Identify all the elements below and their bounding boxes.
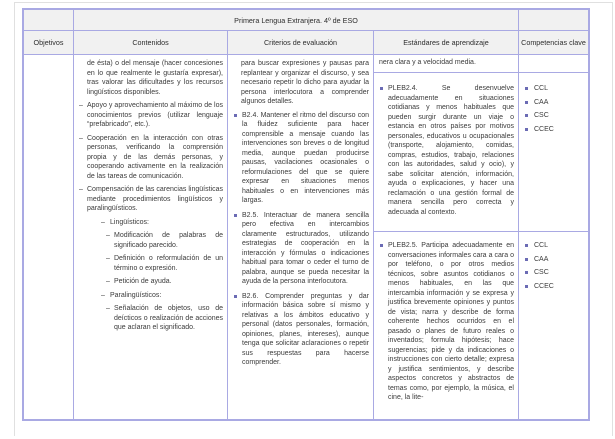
page-edge-left xyxy=(14,2,15,436)
competencia-label: CCEC xyxy=(534,282,554,290)
criterios-item-text: B2.4. Mantener el ritmo del discurso con la fluidez suficiente para hacer comprensible a mensaje cuando las intervenciones son breves o de longitud media, aunque puedan producirse pausas, vacilaciones ocasionales o reformulaciones del que se quiere expresar en situaciones menos habituales o en intervenciones más largas. xyxy=(242,111,369,204)
criterios-item-text: B2.5. Interactuar de manera sencilla pero efectiva en intercambios claramente estructurados, utilizando estrategias de cooperación en la interacción y fórmulas o indicaciones habitual para tomar o ceder el turno de palabra, aunque se pueda necesitar la ayuda de la persona interlocutora. xyxy=(242,211,369,285)
estandares-item xyxy=(379,84,514,217)
competencia-label: CCL xyxy=(534,85,549,92)
estandares-row-continuation: nera clara y a velocidad media. xyxy=(374,55,518,73)
square-bullet-icon xyxy=(525,244,528,247)
cell-criterios xyxy=(228,55,374,419)
criterios-item-b25 xyxy=(233,211,369,287)
contenidos-item: – Apoyo y aprovechamiento al máximo de los conocimientos previos (utilizar lenguaje “prefabricado”, etc.). xyxy=(79,101,223,130)
square-bullet-icon xyxy=(234,214,237,217)
contenidos-continuation: de ésta) o del mensaje (hacer concesiones en lo que realmente le gustaría expresar), tras valorar las dificultades y los recursos lingüísticos disponibles. xyxy=(87,60,223,96)
square-bullet-icon xyxy=(525,258,528,261)
square-bullet-icon xyxy=(525,128,528,131)
contenidos-item: – Compensación de las carencias lingüísticas mediante procedimientos lingüísticos y paralingüísticos. xyxy=(79,185,223,214)
competencia-item xyxy=(524,111,584,121)
competencia-label: CCL xyxy=(534,242,549,249)
competencia-label: CCEC xyxy=(534,125,554,133)
page-edge-right xyxy=(612,2,613,436)
column-header-objetivos: Objetivos xyxy=(24,31,74,55)
competencia-item xyxy=(524,241,584,251)
contenidos-subitem: – Petición de ayuda. xyxy=(106,277,223,287)
competencia-label: CAA xyxy=(534,255,549,263)
square-bullet-icon xyxy=(234,114,237,117)
square-bullet-icon xyxy=(525,101,528,104)
square-bullet-icon xyxy=(525,114,528,117)
contenidos-subheading-linguisticos: – Lingüísticos: xyxy=(101,218,223,228)
estandares-item xyxy=(379,241,514,403)
square-bullet-icon xyxy=(525,285,528,288)
cell-estandares xyxy=(374,55,519,419)
estandares-row-pleb25 xyxy=(374,232,518,419)
competencia-item xyxy=(524,255,584,265)
competencia-label: CSC xyxy=(534,269,549,276)
contenidos-subitem: – Señalación de objetos, uso de deícticos o realización de acciones que aclaran el significado. xyxy=(106,304,223,333)
competencia-item xyxy=(524,98,584,108)
competencia-label: CAA xyxy=(534,98,549,106)
title-row-empty-right xyxy=(519,10,588,31)
cell-competencias xyxy=(519,55,588,419)
competencias-row-empty xyxy=(519,55,588,73)
criterios-item-b26 xyxy=(233,292,369,368)
competencia-item xyxy=(524,268,584,278)
competencia-item xyxy=(524,125,584,135)
square-bullet-icon xyxy=(234,295,237,298)
column-header-competencias: Competencias clave xyxy=(519,31,588,55)
title-row-empty-left xyxy=(24,10,74,31)
square-bullet-icon xyxy=(380,87,383,90)
competencias-group-2 xyxy=(519,232,588,419)
table-title: Primera Lengua Extranjera. 4º de ESO xyxy=(74,10,519,31)
column-header-estandares: Estándares de aprendizaje xyxy=(374,31,519,55)
cell-contenidos xyxy=(74,55,228,419)
estandares-item-text: PLEB2.5. Participa adecuadamente en conversaciones informales cara a cara o por teléfono, o por otros medios técnicos, sobre asuntos cotidianos o menos habituales, en las que intercambia información y se expresa y justifica brevemente opiniones y puntos de vista; narra y describe de forma coherente hechos ocurridos en el pasado o planes de futuro reales o inventados; formula hipótesis; hace sugerencias; pide y da indicaciones o instrucciones con cierto detalle; expresa y justifica sentimientos, y describe aspectos concretos y abstractos de temas como, por ejemplo, la música, el cine, la lite- xyxy=(388,242,514,401)
square-bullet-icon xyxy=(525,271,528,274)
page-edge-top xyxy=(14,2,613,3)
competencia-item xyxy=(524,84,584,94)
estandares-item-text: PLEB2.4. Se desenvuelve adecuadamente en situaciones cotidianas y menos habituales que pueden surgir durante un viaje o estancia en otros países por motivos personales, educativos u ocupacionales (transporte, alojamiento, comidas, compras, estudios, trabajo, relaciones con las autoridades, salud y ocio), y sabe solicitar atención, información, ayuda o explicaciones, y hacer una reclamación o una gestión formal de manera sencilla pero correcta y adecuada al contexto. xyxy=(388,85,514,216)
estandares-row-pleb24 xyxy=(374,73,518,232)
column-header-contenidos: Contenidos xyxy=(74,31,228,55)
contenidos-subitem: – Definición o reformulación de un término o expresión. xyxy=(106,254,223,273)
competencia-label: CSC xyxy=(534,112,549,119)
criterios-item-text: B2.6. Comprender preguntas y dar información básica sobre sí mismo y relativas a los ámbitos educativo y personal (datos personales, formación, opiniones, planes, intereses), aunque tenga que solicitar aclaraciones o repetir sus respuestas para hacerse comprender. xyxy=(242,292,369,366)
cell-objetivos xyxy=(24,55,74,419)
criterios-continuation: para buscar expresiones y pausas para replantear y organizar el discurso, y sea necesario repetir lo dicho para ayudar la persona interlocutora a comprender algunos detalles. xyxy=(241,60,369,105)
curriculum-table xyxy=(22,8,590,421)
contenidos-subitem: – Modificación de palabras de significado parecido. xyxy=(106,231,223,250)
competencia-item xyxy=(524,282,584,292)
contenidos-item: – Cooperación en la interacción con otras personas, verificando la comprensión propia y de las demás personas, y cooperando activamente en la realización de las tareas de comunicación. xyxy=(79,134,223,182)
contenidos-subheading-paralinguisticos: – Paralingüísticos: xyxy=(101,291,223,301)
square-bullet-icon xyxy=(380,244,383,247)
square-bullet-icon xyxy=(525,87,528,90)
column-header-criterios: Criterios de evaluación xyxy=(228,31,374,55)
criterios-item-b24 xyxy=(233,111,369,206)
competencias-group-1 xyxy=(519,73,588,232)
